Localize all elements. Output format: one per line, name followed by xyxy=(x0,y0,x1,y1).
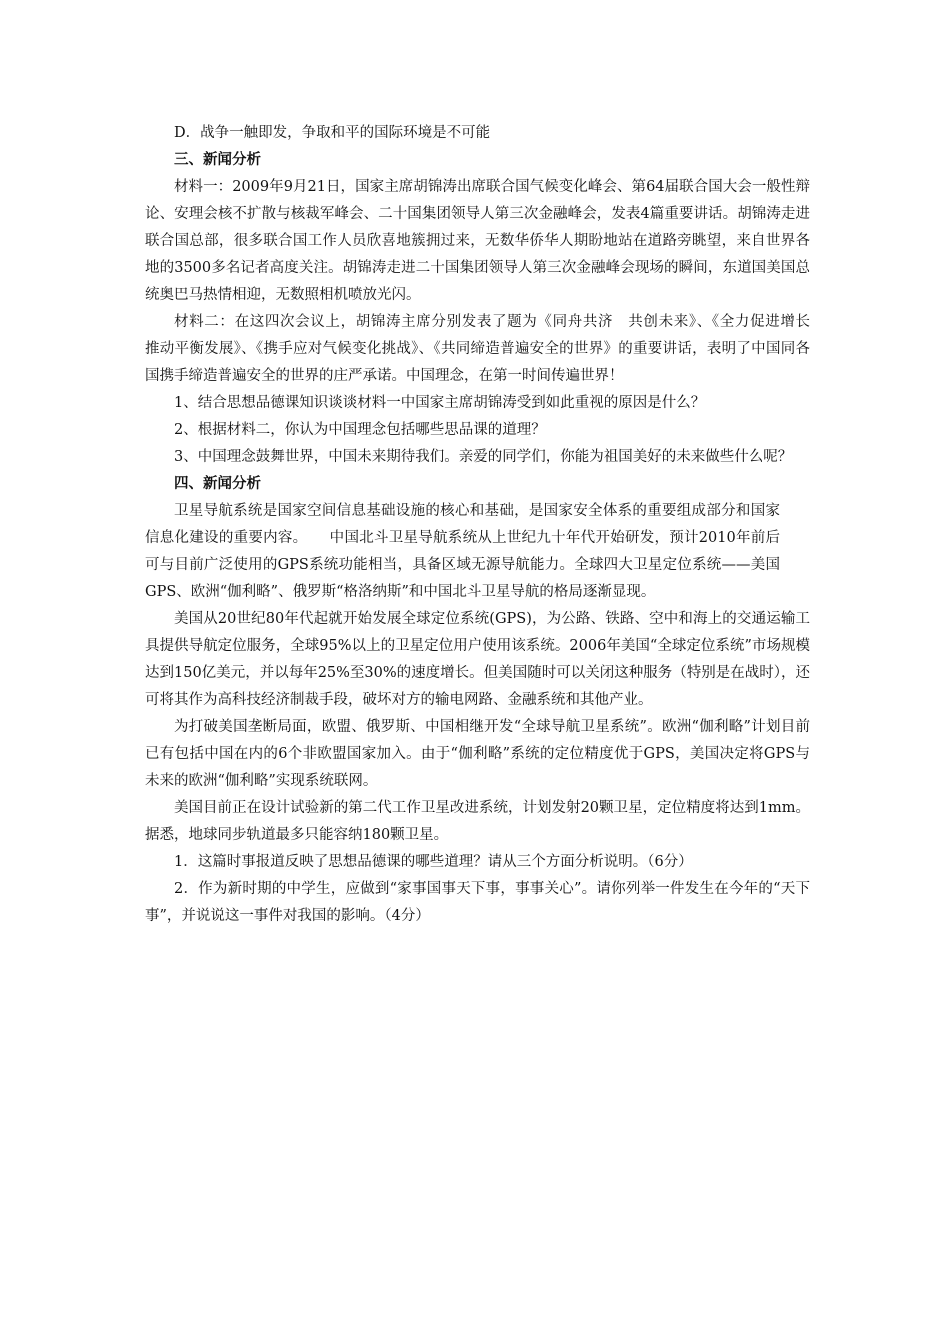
section4-paragraph1: 卫星导航系统是国家空间信息基础设施的核心和基础，是国家安全体系的重要组成部分和国家信息化建设的重要内容。 中国北斗卫星导航系统从上世纪九十年代开始研发，预计2010年前后可与目前广泛使用的GPS系统功能相当，具备区域无源导航能力。全球四大卫星定位系统——美国GPS、欧洲“伽利略”、俄罗斯“格洛纳斯”和中国北斗卫星导航的格局逐渐显现。 xyxy=(145,503,780,600)
section4-heading: 四、新闻分析 xyxy=(174,476,261,492)
section3-material1: 材料一：2009年9月21日，国家主席胡锦涛出席联合国气候变化峰会、第64届联合国大会一般性辩论、安理会核不扩散与核裁军峰会、二十国集团领导人第三次金融峰会，发表4篇重要讲话。胡锦涛走进联合国总部，很多联合国工作人员欣喜地簇拥过来，无数华侨华人期盼地站在道路旁眺望，来自世界各地的3500多名记者高度关注。胡锦涛走进二十国集团领导人第三次金融峰会现场的瞬间，东道国美国总统奥巴马热情相迎，无数照相机喷放光闪。 xyxy=(145,179,810,303)
section4-question2: 2．作为新时期的中学生，应做到“家事国事天下事，事事关心”。请你列举一件发生在今年的“天下事”，并说说这一事件对我国的影响。（4分） xyxy=(145,881,810,924)
section4-question1: 1．这篇时事报道反映了思想品德课的哪些道理？请从三个方面分析说明。（6分） xyxy=(174,854,693,870)
section3-question2: 2、根据材料二，你认为中国理念包括哪些思品课的道理？ xyxy=(174,422,546,438)
section4-paragraph2: 美国从20世纪80年代起就开始发展全球定位系统(GPS)，为公路、铁路、空中和海上的交通运输工具提供导航定位服务，全球95%以上的卫星定位用户使用该系统。2006年美国“全球定位系统”市场规模达到150亿美元，并以每年25%至30%的速度增长。但美国随时可以关闭这种服务（特别是在战时），还可将其作为高科技经济制裁手段，破坏对方的输电网路、金融系统和其他产业。 xyxy=(145,611,810,708)
section3-question1: 1、结合思想品德课知识谈谈材料一中国家主席胡锦涛受到如此重视的原因是什么？ xyxy=(174,395,706,411)
section4-paragraph4: 美国目前正在设计试验新的第二代工作卫星改进系统，计划发射20颗卫星，定位精度将达到1mm。据悉，地球同步轨道最多只能容纳180颗卫星。 xyxy=(145,800,810,843)
section4-paragraph3: 为打破美国垄断局面，欧盟、俄罗斯、中国相继开发“全球导航卫星系统”。欧洲“伽利略”计划目前已有包括中国在内的6个非欧盟国家加入。由于“伽利略”系统的定位精度优于GPS，美国决定将GPS与未来的欧洲“伽利略”实现系统联网。 xyxy=(145,719,810,789)
section3-material2: 材料二：在这四次会议上，胡锦涛主席分别发表了题为《同舟共济 共创未来》、《全力促进增长 推动平衡发展》、《携手应对气候变化挑战》、《共同缔造普遍安全的世界》的重要讲话，表明了中国同各国携手缔造普遍安全的世界的庄严承诺。中国理念，在第一时间传遍世界！ xyxy=(145,314,825,384)
option-d: D．战争一触即发，争取和平的国际环境是不可能 xyxy=(174,125,491,141)
section3-question3: 3、中国理念鼓舞世界，中国未来期待我们。亲爱的同学们，你能为祖国美好的未来做些什么呢？ xyxy=(174,449,793,465)
section3-heading: 三、新闻分析 xyxy=(174,152,261,168)
document-page xyxy=(145,120,825,930)
